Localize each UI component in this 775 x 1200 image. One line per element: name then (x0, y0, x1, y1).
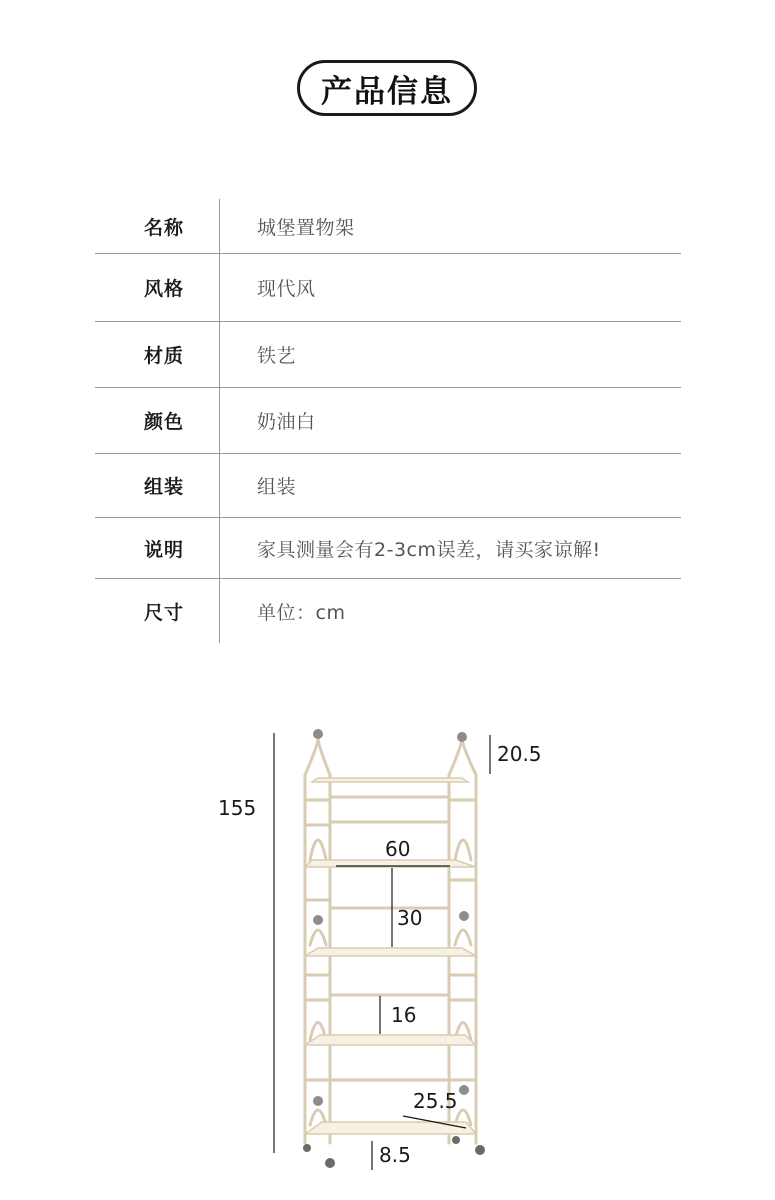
knob-icon (313, 1096, 323, 1106)
right-arch (449, 738, 476, 775)
total-height-label: 155 (218, 796, 257, 820)
knob-icon (459, 911, 469, 921)
spec-label: 组装 (95, 454, 220, 517)
knob-icon (313, 729, 323, 739)
finial-knobs (313, 729, 469, 1106)
page-title: 产品信息 (297, 60, 477, 116)
spec-value: 家具测量会有2-3cm误差，请买家谅解! (257, 538, 601, 561)
shelf-gap-label: 30 (397, 906, 423, 930)
wheel-icon (325, 1158, 335, 1168)
wheel-height-label: 8.5 (379, 1143, 411, 1167)
knob-icon (313, 915, 323, 925)
left-arch (305, 738, 330, 775)
width-label: 60 (385, 837, 411, 861)
wheel-icon (452, 1136, 460, 1144)
wheel-icon (303, 1144, 311, 1152)
spec-label: 尺寸 (95, 579, 220, 643)
spec-label: 名称 (95, 199, 220, 253)
depth-label: 25.5 (413, 1089, 458, 1113)
spec-value: 奶油白 (257, 411, 316, 433)
shelf-top (312, 778, 468, 782)
spec-value: 铁艺 (257, 345, 297, 367)
shelf-5 (305, 1122, 476, 1134)
wheel-icon (475, 1145, 485, 1155)
spec-value: 组装 (257, 476, 297, 498)
knob-icon (459, 1085, 469, 1095)
spec-label: 颜色 (95, 388, 220, 453)
spec-label: 风格 (95, 254, 220, 321)
shelf-4 (305, 1035, 476, 1045)
shelf-3 (305, 948, 476, 956)
spec-label: 说明 (95, 518, 220, 578)
top-height-label: 20.5 (497, 742, 542, 766)
spec-value: 城堡置物架 (257, 216, 355, 239)
spec-value: 单位：cm (257, 601, 346, 624)
knob-icon (457, 732, 467, 742)
lower-gap-label: 16 (391, 1003, 417, 1027)
shelf-frame (305, 738, 476, 1143)
spec-label: 材质 (95, 322, 220, 387)
spec-value: 现代风 (257, 278, 316, 300)
